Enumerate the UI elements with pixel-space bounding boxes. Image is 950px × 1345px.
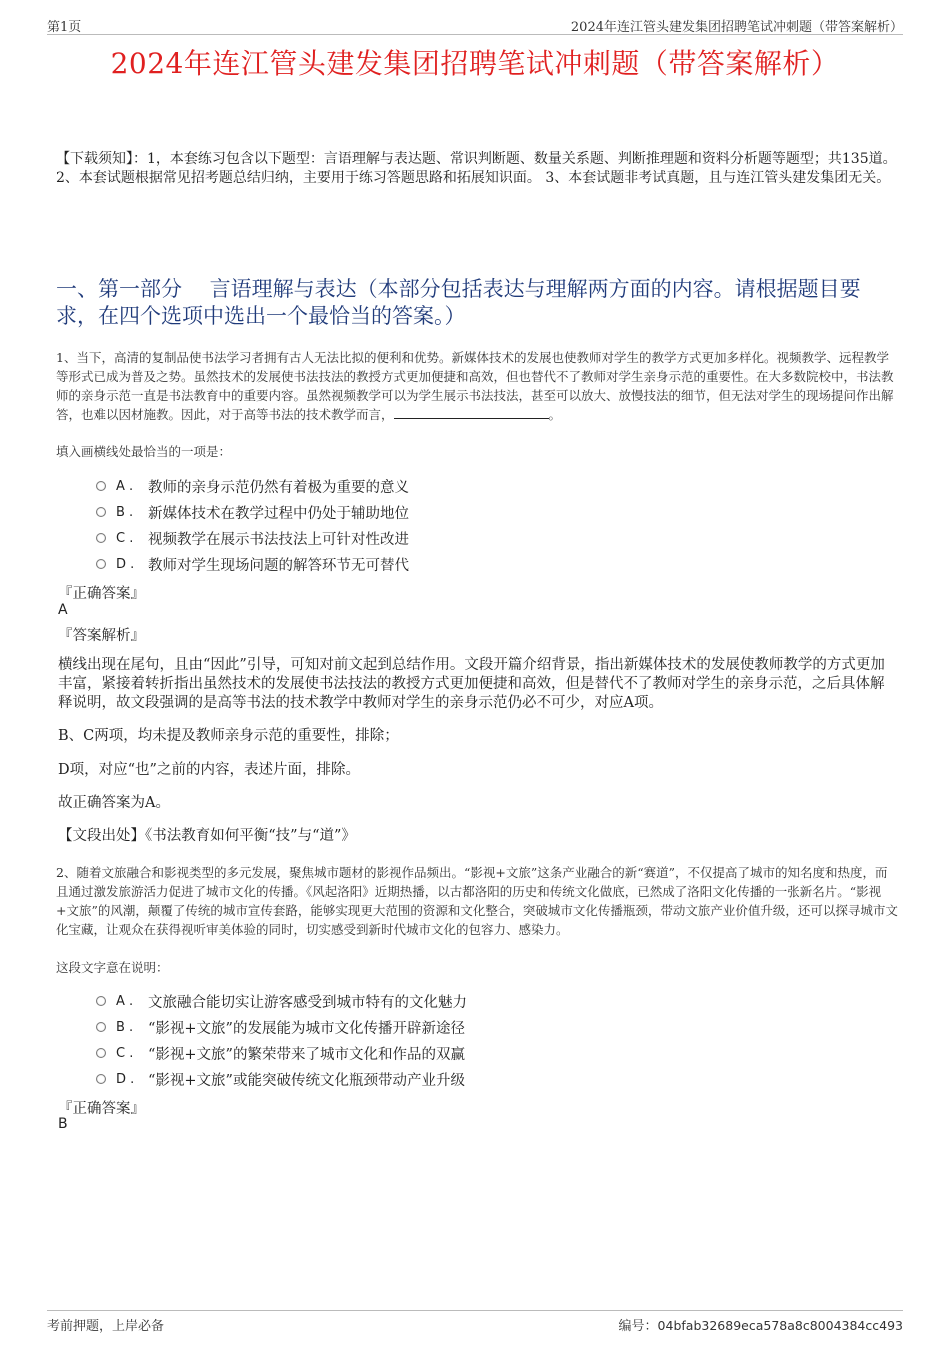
answer-label: 『正确答案』 — [58, 1101, 145, 1117]
option-b[interactable]: B . “影视+文旅”的发展能为城市文化传播开辟新途径 — [96, 1014, 467, 1040]
radio-icon[interactable] — [96, 533, 106, 543]
analysis-label: 『答案解析』 — [58, 628, 145, 644]
fill-blank-line — [394, 406, 549, 419]
radio-icon[interactable] — [96, 507, 106, 517]
radio-icon[interactable] — [96, 559, 106, 569]
option-b[interactable]: B . 新媒体技术在教学过程中仍处于辅助地位 — [96, 499, 409, 525]
analysis-paragraph: 横线出现在尾句，且由“因此”引导，可知对前文起到总结作用。文段开篇介绍背景，指出新媒体技术的发展使教师教学的方式更加丰富，紧接着转折指出虽然技术的发展使书法技法的教授方式更加便捷和高效，但是替代不了教师对学生的亲身示范，之后具体解释说明，故文段强调的是高等书法的技术教学中教师对学生的亲身示范仍必不可少，对应A项。 — [58, 657, 885, 711]
question-1-body: 1、当下，高清的复制品使书法学习者拥有古人无法比拟的便利和优势。新媒体技术的发展也使教师对学生的教学方式更加多样化。视频教学、远程教学等形式已成为普及之势。虽然技术的发展使书法技法的教授方式更加便捷和高效，但也替代不了教师对学生亲身示范的重要性。在大多数院校中，书法教师的亲身示范一直是书法教育中的重要内容。虽然视频教学可以为学生展示书法技法，甚至可以放大、放慢技法的细节，但无法对学生的现场提问作出解答，也难以因材施教。因此，对于高等书法的技术教学而言， — [56, 350, 894, 422]
source-citation: 【文段出处】《书法教育如何平衡“技”与“道”》 — [58, 828, 356, 844]
analysis-paragraph: B、C两项，均未提及教师亲身示范的重要性，排除； — [58, 728, 399, 744]
section-title: 一、第一部分 言语理解与表达（本部分包括表达与理解两方面的内容。请根据题目要求，在四个选项中选出一个最恰当的答案。） — [56, 277, 861, 328]
header-doc-title: 2024年连江管头建发集团招聘笔试冲刺题（带答案解析） — [570, 20, 903, 35]
option-a[interactable]: A . 教师的亲身示范仍然有着极为重要的意义 — [96, 473, 409, 499]
question-1-prompt: 填入画横线处最恰当的一项是： — [56, 444, 232, 459]
page-number: 第1页 — [47, 20, 82, 35]
answer-label: 『正确答案』 — [58, 586, 145, 602]
footer-code: 编号：04bfab32689eca578a8c8004384cc493 — [618, 1318, 903, 1334]
question-1-options — [96, 473, 409, 577]
footer-slogan: 考前押题，上岸必备 — [47, 1319, 165, 1334]
radio-icon[interactable] — [96, 996, 106, 1006]
radio-icon[interactable] — [96, 1074, 106, 1084]
question-2-prompt: 这段文字意在说明： — [56, 960, 169, 975]
radio-icon[interactable] — [96, 1048, 106, 1058]
radio-icon[interactable] — [96, 1022, 106, 1032]
option-a[interactable]: A . 文旅融合能切实让游客感受到城市特有的文化魅力 — [96, 988, 467, 1014]
option-c[interactable]: C . “影视+文旅”的繁荣带来了城市文化和作品的双赢 — [96, 1040, 467, 1066]
answer-value: A — [58, 602, 68, 618]
page-footer — [47, 1310, 903, 1335]
radio-icon[interactable] — [96, 481, 106, 491]
download-notice: 【下载须知】：1，本套练习包含以下题型：言语理解与表达题、常识判断题、数量关系题、判断推理题和资料分析题等题型；共135道。 2、本套试题根据常见招考题总结归纳，主要用于练习答题思路和拓展知识面。 3、本套试题非考试真题，且与连江管头建发集团无关。 — [56, 151, 897, 186]
option-d[interactable]: D . 教师对学生现场问题的解答环节无可替代 — [96, 551, 409, 577]
analysis-paragraph: D项，对应“也”之前的内容，表述片面，排除。 — [58, 762, 360, 778]
question-2-text: 2、随着文旅融合和影视类型的多元发展，聚焦城市题材的影视作品频出。“影视+文旅”这条产业融合的新“赛道”，不仅提高了城市的知名度和热度，而且通过激发旅游活力促进了城市文化的传播。《风起洛阳》近期热播，以古都洛阳的历史和传统文化做底，已然成了洛阳文化传播的一张新名片。“影视+文旅”的风潮，颠覆了传统的城市宣传套路，能够实现更大范围的资源和文化整合，突破城市文化传播瓶颈，带动文旅产业价值升级，还可以探寻城市文化宝藏，让观众在获得视听审美体验的同时，切实感受到新时代城市文化的包容力、感染力。 — [56, 865, 898, 937]
page-header — [47, 14, 903, 35]
analysis-paragraph: 故正确答案为A。 — [58, 795, 170, 811]
document-title: 2024年连江管头建发集团招聘笔试冲刺题（带答案解析） — [110, 47, 840, 80]
question-1-text — [56, 348, 898, 424]
option-c[interactable]: C . 视频教学在展示书法技法上可针对性改进 — [96, 525, 409, 551]
option-d[interactable]: D . “影视+文旅”或能突破传统文化瓶颈带动产业升级 — [96, 1066, 467, 1092]
question-2-options — [96, 988, 467, 1092]
question-1-end: 。 — [548, 407, 562, 422]
answer-value: B — [58, 1116, 68, 1132]
